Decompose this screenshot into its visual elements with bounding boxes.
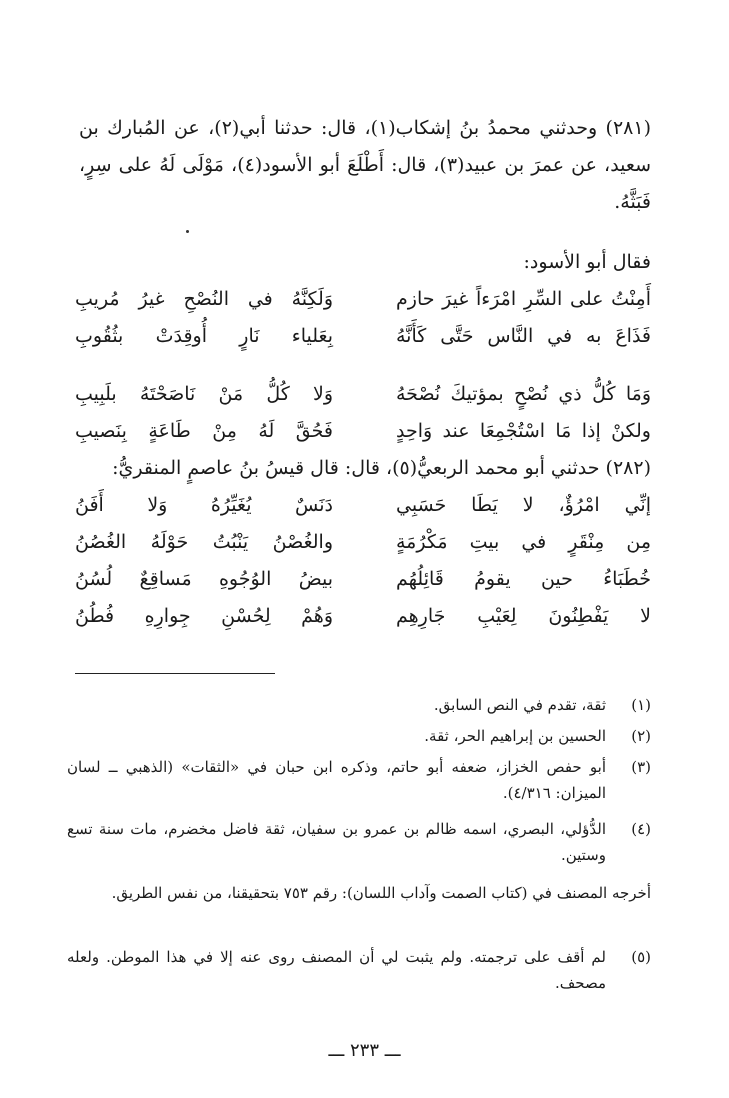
verse-line — [75, 413, 651, 450]
verse-line — [75, 376, 651, 413]
footnote — [67, 723, 651, 749]
verse-hemistich-second: وَلَكِنَّهُ في النُصْحِ غيرُ مُريبِ — [75, 288, 333, 310]
footnote — [67, 816, 651, 868]
verse-line — [75, 561, 651, 598]
verse-hemistich-first: إنِّي امْرُؤٌ، لا يَطَا حَسَبِي — [396, 494, 651, 516]
verse-hemistich-first: لا يَفْطِنُونَ لِعَيْبِ جَارِهِم — [396, 605, 651, 627]
verse-hemistich-second: فَحُقَّ لَهُ مِنْ طَاعَةٍ بِنَصيبِ — [75, 420, 333, 442]
verse-hemistich-second: دَنَسٌ يُغَيِّرُهُ وَلا أَفَنُ — [75, 494, 333, 516]
verse-intro: فقال أبو الأسود: — [523, 251, 651, 273]
footnote-number: (٥) — [631, 948, 651, 966]
footnote — [67, 754, 651, 806]
footnote-text: أبو حفص الخزاز، ضعفه أبو حاتم، وذكره ابن حبان في «الثقات» (الذهبي ــ لسان الميزان: ٤/٣١٦). — [67, 758, 606, 802]
verse-hemistich-first: مِن مِنْقَرٍ في بيتِ مَكْرُمَةٍ — [396, 531, 651, 553]
footnote-text: الدُّؤلي، البصري، اسمه ظالم بن عمرو بن سفيان، ثقة فاضل مخضرم، مات سنة تسع وستين. — [67, 820, 606, 864]
footnote-text: أخرجه المصنف في (كتاب الصمت وآداب اللسان): رقم ٧٥٣ بتحقيقنا، من نفس الطريق. — [111, 884, 651, 902]
footnote-text: ثقة، تقدم في النص السابق. — [433, 696, 606, 714]
verse-hemistich-second: بيضُ الوُجُوهِ مَساقِعٌ لُسُنُ — [75, 568, 333, 590]
verse-hemistich-first: فَذَاعَ به في النَّاس حَتَّى كَأَنَّهُ — [396, 325, 651, 347]
ink-speck — [186, 230, 189, 233]
footnote-text: لم أقف على ترجمته. ولم يثبت لي أن المصنف روى عنه إلا في هذا الموطن. ولعله مصحف. — [67, 948, 606, 992]
verse-hemistich-second: والغُصْنُ يَنْبُتُ حَوْلَهُ الغُصُنُ — [75, 531, 333, 553]
verse-hemistich-second: وَلا كُلُّ مَنْ نَاصَحْتَهُ بلَبِيبِ — [75, 383, 333, 405]
footnote-text: الحسين بن إبراهيم الحر، ثقة. — [424, 727, 606, 745]
verse-line — [75, 524, 651, 561]
footnote-number: (١) — [631, 696, 651, 714]
verse-line — [75, 318, 651, 355]
verse-hemistich-first: أَمِنْتُ على السِّرِ امْرَءاً غيرَ حازم — [396, 288, 651, 310]
footnote — [67, 692, 651, 718]
footnote-continuation — [67, 880, 651, 906]
footnote — [67, 944, 651, 996]
page-number: ـــ ٢٣٣ ـــ — [328, 1040, 401, 1061]
verse-line — [75, 281, 651, 318]
narration-281: (٢٨١) وحدثني محمدُ بنُ إشكاب(١)، قال: حدثنا أبي(٢)، عن المُبارك بن سعيد، عن عمرَ بن عبيد(٣)، قال: أَطْلَعَ أبو الأسود(٤)، مَوْلَى لَهُ على سِرٍ، فَبَثَّهُ. — [79, 117, 651, 213]
verse-hemistich-second: وَهُمْ لِحُسْنِ جِوارِهِ فُطُنُ — [75, 605, 333, 627]
footnote-separator — [75, 673, 275, 674]
footnote-number: (٣) — [631, 758, 651, 776]
footnote-number: (٤) — [631, 820, 651, 838]
narration-282: (٢٨٢) حدثني أبو محمد الربعيُّ(٥)، قال: قال قيسُ بنُ عاصمٍ المنقريُّ: — [112, 457, 651, 479]
verse-hemistich-first: وَمَا كُلُّ ذي نُصْحٍ بمؤتيكَ نُصْحَهُ — [396, 383, 651, 405]
verse-hemistich-first: ولكنْ إذا مَا اسْتُجْمِعَا عند وَاحِدٍ — [396, 420, 651, 442]
footnote-number: (٢) — [631, 727, 651, 745]
verse-line — [75, 487, 651, 524]
verse-line — [75, 598, 651, 635]
verse-hemistich-second: بِعَلياء نَارٍ أُوقِدَتْ بثُقُوبِ — [75, 325, 333, 347]
verse-hemistich-first: خُطَبَاءُ حين يقومُ قَائِلُهُم — [396, 568, 651, 590]
